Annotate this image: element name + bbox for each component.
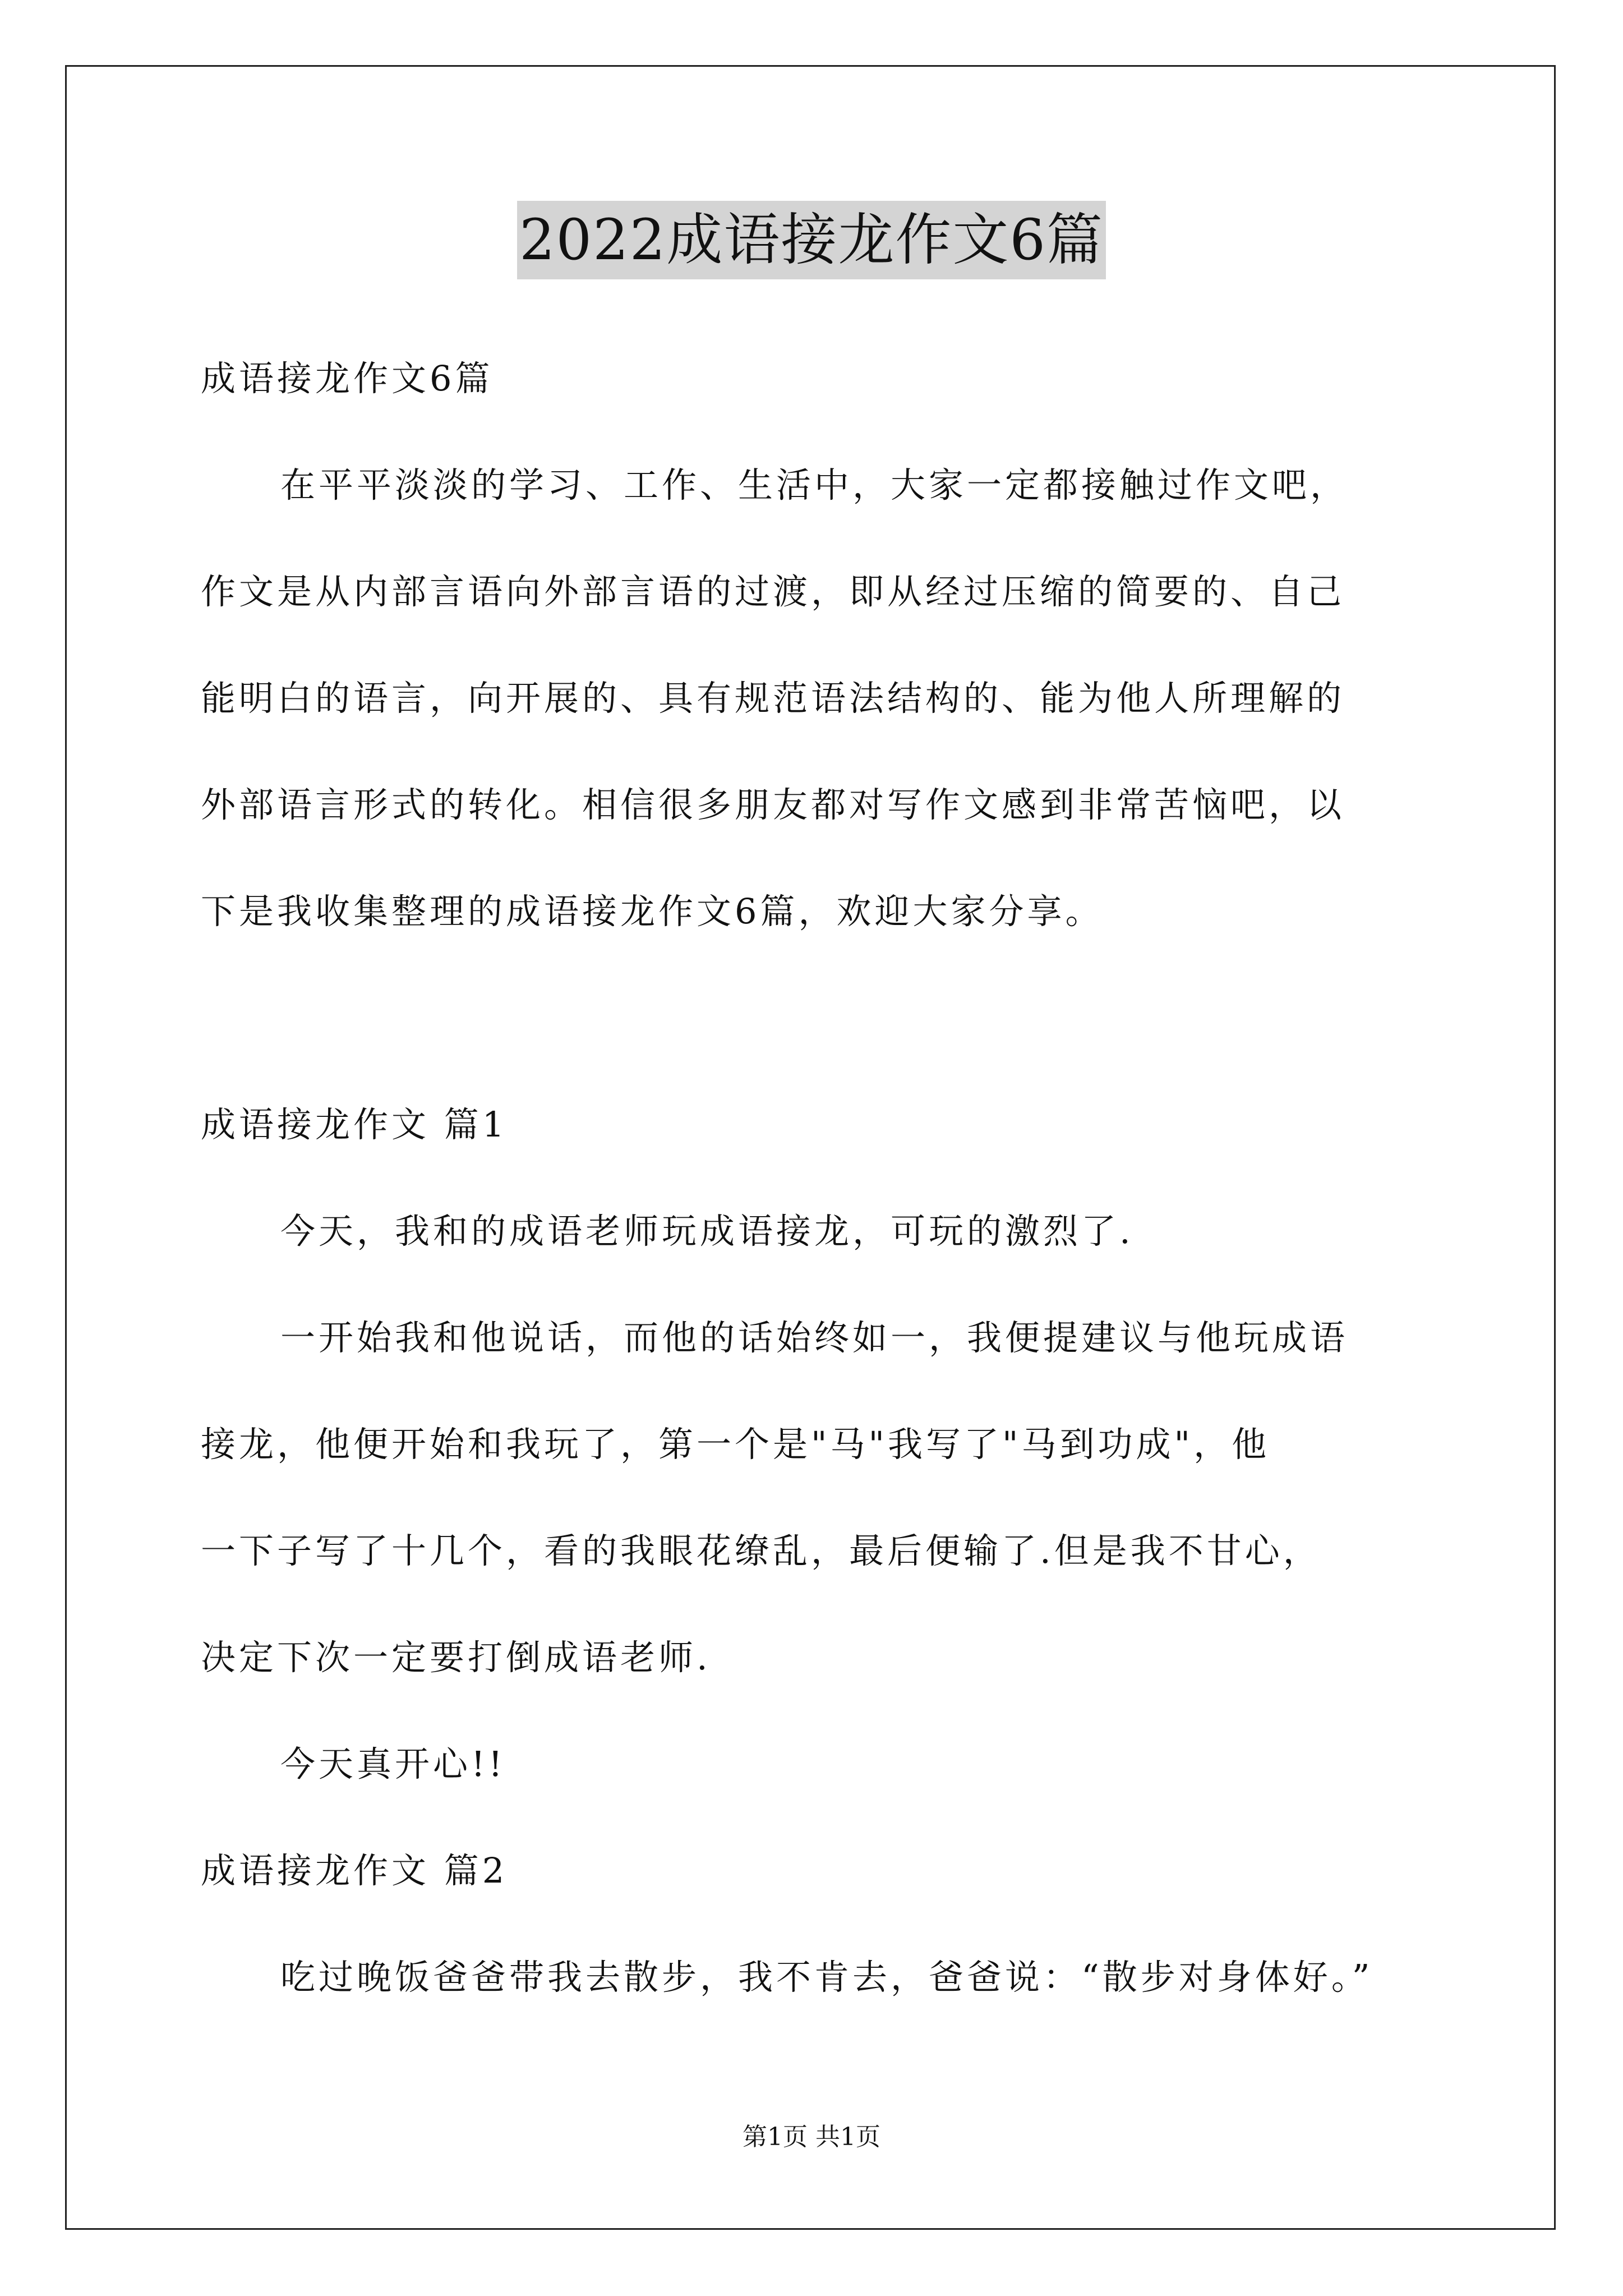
document-subtitle: 成语接龙作文6篇 bbox=[201, 358, 494, 399]
paragraph-line: 接龙，他便开始和我玩了，第一个是"马"我写了"马到功成"，他 bbox=[201, 1424, 1270, 1465]
paragraph-line: 今天真开心!! bbox=[280, 1743, 506, 1784]
intro-line: 作文是从内部言语向外部言语的过渡，即从经过压缩的简要的、自己 bbox=[201, 571, 1345, 612]
paragraph-line: 一下子写了十几个，看的我眼花缭乱，最后便输了.但是我不甘心， bbox=[201, 1530, 1321, 1571]
page-footer: 第1页 共1页 bbox=[743, 2123, 880, 2151]
intro-line: 下是我收集整理的成语接龙作文6篇，欢迎大家分享。 bbox=[201, 891, 1104, 932]
intro-line: 在平平淡淡的学习、工作、生活中，大家一定都接触过作文吧， bbox=[280, 464, 1349, 505]
section-heading-1: 成语接龙作文 篇1 bbox=[201, 1104, 508, 1145]
paragraph-line: 吃过晚饭爸爸带我去散步，我不肯去，爸爸说：“散步对身体好。” bbox=[280, 1957, 1373, 1998]
document-title: 2022成语接龙作文6篇 bbox=[517, 201, 1106, 279]
paragraph-line: 决定下次一定要打倒成语老师. bbox=[201, 1637, 711, 1678]
intro-line: 能明白的语言，向开展的、具有规范语法结构的、能为他人所理解的 bbox=[201, 678, 1345, 719]
paragraph-line: 今天，我和的成语老师玩成语接龙，可玩的激烈了. bbox=[280, 1211, 1134, 1251]
section-heading-2: 成语接龙作文 篇2 bbox=[201, 1850, 508, 1891]
paragraph-line: 一开始我和他说话，而他的话始终如一，我便提建议与他玩成语 bbox=[280, 1317, 1349, 1358]
intro-line: 外部语言形式的转化。相信很多朋友都对写作文感到非常苦恼吧，以 bbox=[201, 784, 1345, 825]
title-wrapper bbox=[0, 201, 1623, 279]
